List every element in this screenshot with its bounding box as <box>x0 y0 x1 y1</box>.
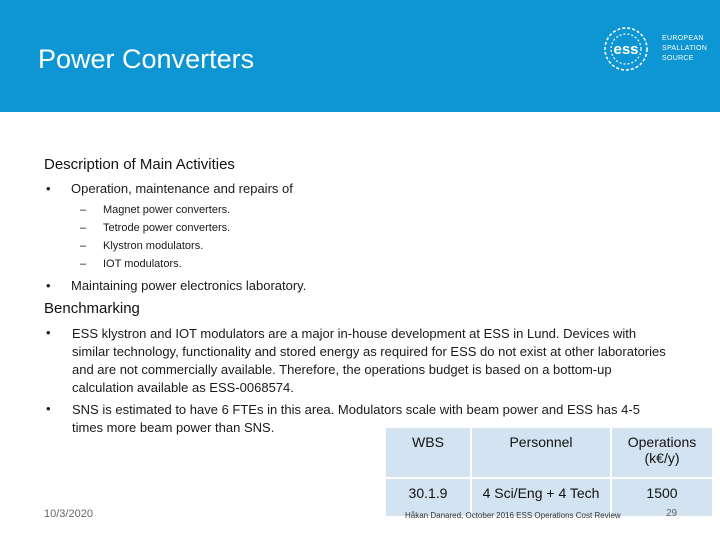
ess-logo-graphic <box>596 24 660 74</box>
logo-line-1: EUROPEAN <box>662 35 704 42</box>
cost-table <box>384 428 714 516</box>
sub-item-2-text: Klystron modulators. <box>103 240 204 252</box>
table-cell-operations: 1500 <box>612 477 712 516</box>
table-header-row <box>386 428 712 477</box>
logo-line-2: SPALLATION <box>662 45 708 52</box>
footer-credit: Håkan Danared, October 2016 ESS Operations Cost Review <box>405 511 621 520</box>
table-header-wbs: WBS <box>386 428 470 477</box>
benchmark-sns-text: SNS is estimated to have 6 FTEs in this area. Modulators scale with beam power and ESS has 4-5 times more beam power than SNS. <box>72 402 640 435</box>
table-header-operations: Operations (k€/y) <box>612 428 712 477</box>
ess-logo-icon <box>596 24 716 74</box>
bullet-operation-text: Operation, maintenance and repairs of <box>71 181 293 196</box>
table-cell-personnel: 4 Sci/Eng + 4 Tech <box>472 477 610 516</box>
table-cell-wbs: 30.1.9 <box>386 477 470 516</box>
section-heading-activities: Description of Main Activities <box>44 156 235 173</box>
table-header-personnel: Personnel <box>472 428 610 477</box>
bullet-dot: • <box>46 181 51 196</box>
bullet-laboratory-text: Maintaining power electronics laboratory. <box>71 278 307 293</box>
page-title: Power Converters <box>38 44 255 74</box>
logo-line-3: SOURCE <box>662 55 694 62</box>
sub-item-3-text: IOT modulators. <box>103 258 182 270</box>
page-number: 29 <box>666 508 678 519</box>
logo-wordmark <box>662 34 707 64</box>
sub-item-0-text: Magnet power converters. <box>103 204 231 216</box>
header-banner <box>0 0 720 112</box>
footer-date: 10/3/2020 <box>44 508 93 520</box>
benchmark-ess-text: ESS klystron and IOT modulators are a major in-house development at ESS in Lund. Devices with similar technology, functionality and stored energy as required for ESS do not exist at other laboratories and are not commercially available. Therefore, the operations budget is based on a bottom-up calculation available as ESS-0068574. <box>72 326 666 395</box>
sub-item-1-text: Tetrode power converters. <box>103 222 231 234</box>
section-heading-benchmarking: Benchmarking <box>44 300 140 317</box>
logo-mark-text: ess <box>613 41 639 58</box>
